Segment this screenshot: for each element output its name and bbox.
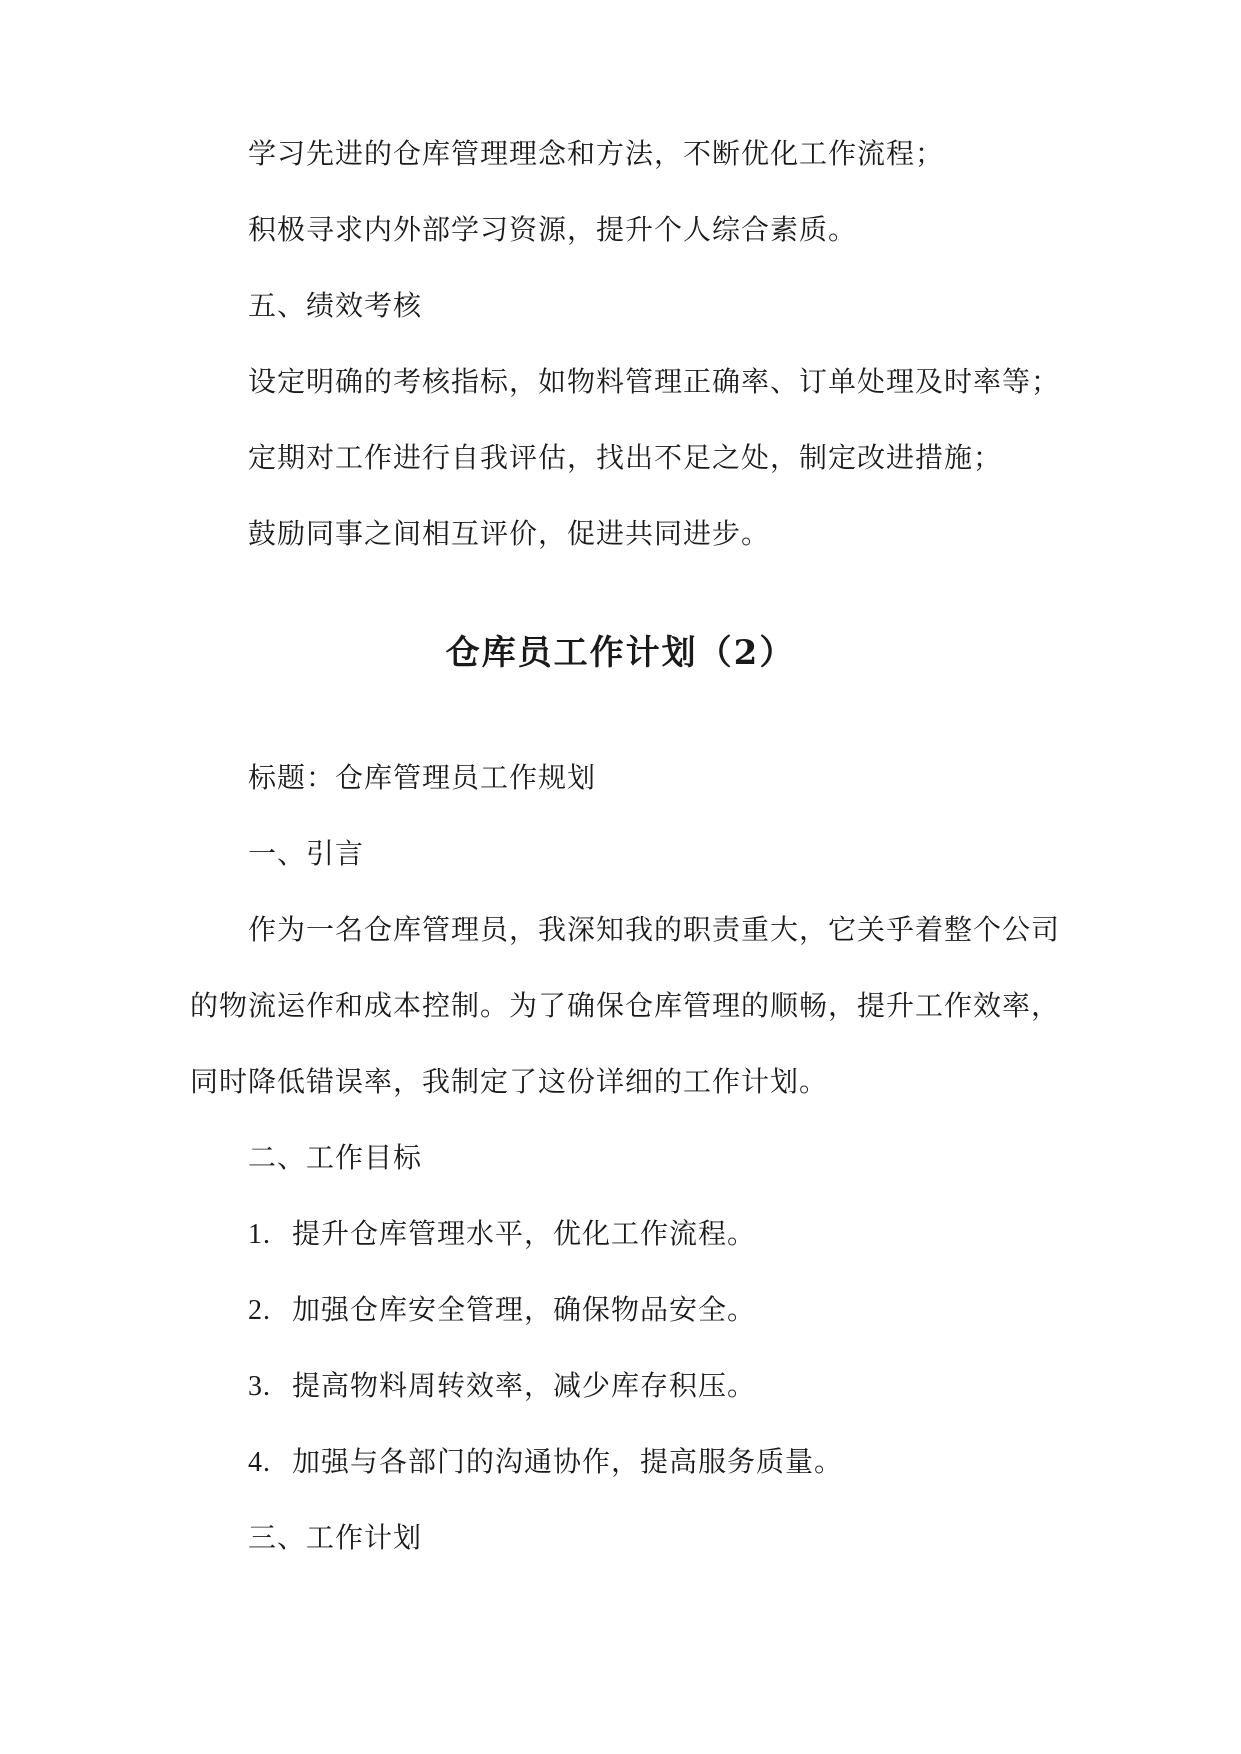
section-heading-goals: 二、工作目标 bbox=[248, 1141, 423, 1174]
list-item bbox=[248, 1366, 756, 1407]
list-item bbox=[248, 1290, 756, 1331]
paragraph-line: 鼓励同事之间相互评价，促进共同进步。 bbox=[248, 517, 771, 550]
paragraph-line: 作为一名仓库管理员，我深知我的职责重大，它关乎着整个公司 bbox=[248, 913, 1061, 946]
paragraph-line: 同时降低错误率，我制定了这份详细的工作计划。 bbox=[190, 1065, 829, 1098]
list-item-number: 1. bbox=[248, 1219, 271, 1250]
list-item-text: 加强仓库安全管理，确保物品安全。 bbox=[292, 1293, 757, 1326]
section-heading-performance: 五、绩效考核 bbox=[248, 289, 423, 322]
paragraph-line: 积极寻求内外部学习资源，提升个人综合素质。 bbox=[248, 213, 858, 246]
section-heading-plan: 三、工作计划 bbox=[248, 1521, 423, 1554]
paragraph-line: 学习先进的仓库管理理念和方法，不断优化工作流程； bbox=[248, 137, 945, 170]
section-heading-intro: 一、引言 bbox=[248, 837, 365, 870]
list-item-number: 3. bbox=[248, 1371, 271, 1402]
paragraph-line: 定期对工作进行自我评估，找出不足之处，制定改进措施； bbox=[248, 441, 1003, 474]
list-item-text: 提高物料周转效率，减少库存积压。 bbox=[292, 1369, 757, 1402]
list-item bbox=[248, 1442, 843, 1483]
list-item-text: 提升仓库管理水平，优化工作流程。 bbox=[292, 1217, 757, 1250]
paragraph-line: 的物流运作和成本控制。为了确保仓库管理的顺畅，提升工作效率， bbox=[190, 989, 1061, 1022]
list-item-number: 4. bbox=[248, 1447, 271, 1478]
list-item-text: 加强与各部门的沟通协作，提高服务质量。 bbox=[292, 1445, 844, 1478]
paragraph-line: 设定明确的考核指标，如物料管理正确率、订单处理及时率等； bbox=[248, 365, 1061, 398]
subtitle: 标题：仓库管理员工作规划 bbox=[248, 761, 597, 794]
document-title: 仓库员工作计划（2） bbox=[445, 633, 796, 673]
list-item-number: 2. bbox=[248, 1295, 271, 1326]
list-item bbox=[248, 1214, 756, 1255]
